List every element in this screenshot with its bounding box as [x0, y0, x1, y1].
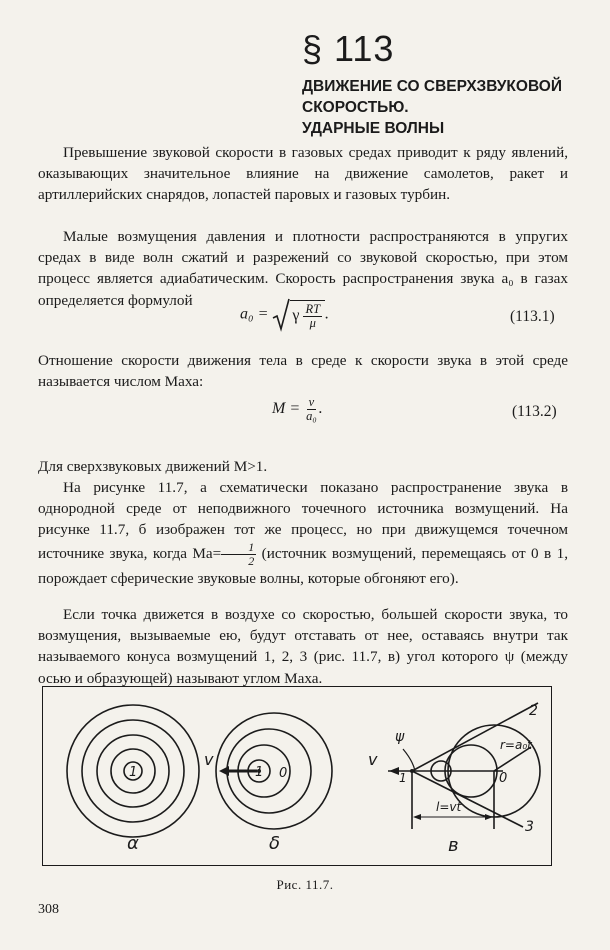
mach-half-denominator: 2	[248, 553, 255, 568]
label-velocity-c: v	[368, 750, 378, 769]
formula-2-numerator: v	[308, 395, 315, 409]
paragraph-1: Превышение звуковой скорости в газовых средах приводит к ряду явлений, оказывающих значительное влияние на движение самолетов, ракет и артиллерийских снарядов, лопастей паровых и газовых турбин.	[38, 144, 568, 204]
panel-label-c: в	[448, 835, 459, 856]
label-one-a: 1	[129, 765, 138, 780]
velocity-arrow-b-icon	[219, 766, 229, 776]
section-heading	[302, 76, 602, 139]
formula-2-tail: .	[318, 400, 323, 418]
figure-drawing	[43, 687, 553, 867]
label-three: 3	[525, 819, 534, 835]
source-point-c-icon	[410, 769, 414, 773]
formula-2-fraction	[304, 396, 319, 423]
formula-2-denominator: a₀	[306, 409, 317, 423]
label-zero-b: 0	[279, 766, 288, 781]
formula-113-2	[272, 396, 323, 423]
paragraph-4: Для сверхзвуковых движений M>1.	[38, 458, 268, 475]
paragraph-2: Малые возмущения давления и плотности распространяются в упругих средах в виде волн сжатий и разрежений со звуковой скоростью, при этом процесс является адиабатическим. Скорость распространения звука a₀ в газах определяется формулой	[38, 228, 568, 309]
velocity-arrow-c-icon	[389, 767, 399, 775]
label-length: l=vt	[436, 800, 462, 814]
formula-1-numerator: RT	[305, 302, 321, 316]
mach-half-fraction	[221, 541, 256, 568]
formula-1-gamma: γ	[292, 307, 300, 325]
formula-113-1	[240, 298, 329, 332]
section-number: § 113	[302, 28, 395, 69]
mach-half-numerator: 1	[221, 541, 256, 555]
sqrt-sign-icon	[272, 298, 290, 332]
equation-number-2: (113.2)	[512, 403, 557, 420]
formula-1-tail: .	[325, 305, 330, 323]
formula-1-fraction	[303, 303, 322, 330]
paragraph-5-part-b: (источник возмущений, перемещаясь от 0 в 1, порождает сферические звуковые волны, которые обгоняют его).	[38, 544, 568, 587]
panel-c-mach-cone	[388, 703, 540, 829]
paragraph-6: Если точка движется в воздухе со скоростью, большей скорости звука, то возмущения, вызываемые ею, будут отставать от нее, оставаясь внутри так называемого конуса возмущений 1, 2, 3 (рис. 11.7, в) угол которого ψ (между осью и образующей) называют углом Маха.	[38, 606, 568, 687]
panel-label-b: δ	[269, 833, 281, 854]
label-two: 2	[529, 703, 538, 719]
panel-label-a: α	[127, 833, 139, 854]
formula-1-lhs: a₀ =	[240, 305, 269, 323]
label-one-b: 1	[255, 765, 264, 780]
label-psi: ψ	[395, 729, 405, 745]
sqrt-radicand	[290, 300, 325, 330]
equation-number-1: (113.1)	[510, 308, 555, 325]
figure-11-7	[42, 686, 552, 866]
label-velocity-b: v	[204, 750, 214, 769]
label-zero-c: 0	[499, 771, 508, 786]
paragraph-5-part-a: На рисунке 11.7, а схематически показано распространение звука в однородной среде от неподвижного точечного источника возмущений. На рисунке 11.7, б изображен тот же процесс, но при движущемся точечном источнике звука, когда Ma=	[38, 479, 568, 562]
heading-line-2: СКОРОСТЬЮ.	[302, 99, 409, 116]
paragraph-3: Отношение скорости движения тела в среде к скорости звука в этой среде называется числом Маха:	[38, 352, 568, 391]
formula-1-denominator: μ	[309, 316, 316, 330]
formula-2-lhs: M =	[272, 400, 301, 418]
heading-line-1: ДВИЖЕНИЕ СО СВЕРХЗВУКОВОЙ	[302, 78, 562, 95]
paragraph-5	[38, 477, 568, 589]
heading-line-3: УДАРНЫЕ ВОЛНЫ	[302, 120, 445, 137]
label-radius: r=a₀t	[500, 738, 532, 752]
page-number: 308	[38, 902, 59, 917]
figure-caption: Рис. 11.7.	[276, 877, 334, 892]
label-one-c: 1	[399, 771, 407, 785]
